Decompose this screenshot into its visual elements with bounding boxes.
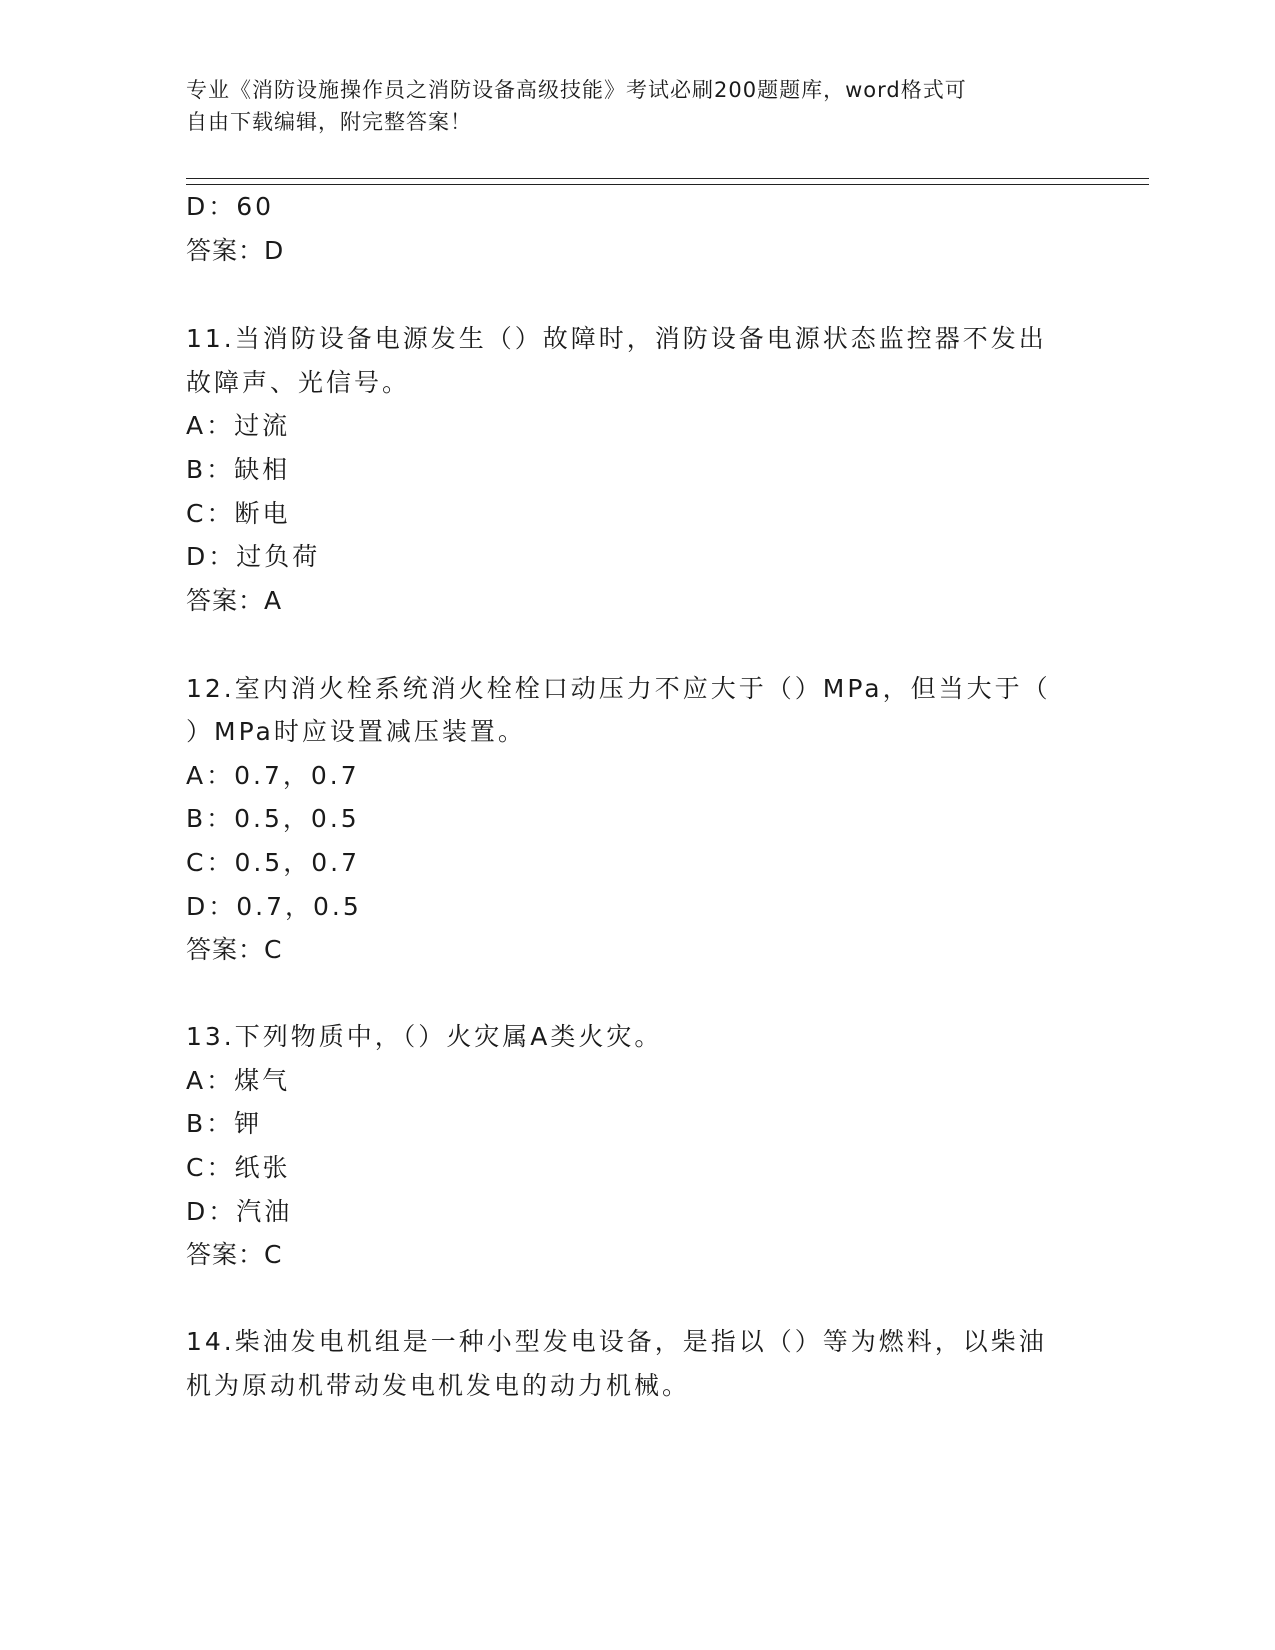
q14-stem-line-2: 机为原动机带动发电机发电的动力机械。: [186, 1371, 691, 1400]
q12-answer: 答案：C: [186, 935, 283, 964]
header-line-1: 专业《消防设施操作员之消防设备高级技能》考试必刷200题题库，word格式可: [186, 78, 967, 102]
document-header: [186, 74, 1066, 138]
q12-option-a: A：0.7，0.7: [186, 761, 360, 790]
q12-stem-line-2: ）MPa时应设置减压装置。: [186, 717, 526, 746]
q13-stem-line-1: 13.下列物质中，（）火灾属A类火灾。: [186, 1022, 663, 1051]
q11-option-d: D：过负荷: [186, 542, 321, 571]
q12-option-c: C：0.5，0.7: [186, 848, 360, 877]
q14-stem-line-1: 14.柴油发电机组是一种小型发电设备，是指以（）等为燃料，以柴油: [186, 1327, 1047, 1356]
q11-option-b: B：缺相: [186, 455, 291, 484]
q11-answer: 答案：A: [186, 586, 283, 615]
header-divider-top: [186, 178, 1149, 179]
q11-option-c: C：断电: [186, 499, 291, 528]
q12-option-d: D：0.7，0.5: [186, 892, 362, 921]
q13-option-b: B：钾: [186, 1109, 263, 1138]
q13-answer: 答案：C: [186, 1240, 283, 1269]
prev-answer: 答案：D: [186, 236, 285, 265]
q13-option-d: D：汽油: [186, 1197, 293, 1226]
q11-option-a: A：过流: [186, 411, 291, 440]
q11-stem-line-2: 故障声、光信号。: [186, 368, 411, 397]
q13-option-a: A：煤气: [186, 1066, 291, 1095]
header-line-2: 自由下载编辑，附完整答案！: [186, 110, 472, 134]
header-divider-bottom: [186, 184, 1149, 185]
q12-option-b: B：0.5，0.5: [186, 804, 360, 833]
prev-option-d: D：60: [186, 192, 275, 221]
q12-stem-line-1: 12.室内消火栓系统消火栓栓口动压力不应大于（）MPa，但当大于（: [186, 674, 1051, 703]
q11-stem-line-1: 11.当消防设备电源发生（）故障时，消防设备电源状态监控器不发出: [186, 324, 1047, 353]
q13-option-c: C：纸张: [186, 1153, 291, 1182]
